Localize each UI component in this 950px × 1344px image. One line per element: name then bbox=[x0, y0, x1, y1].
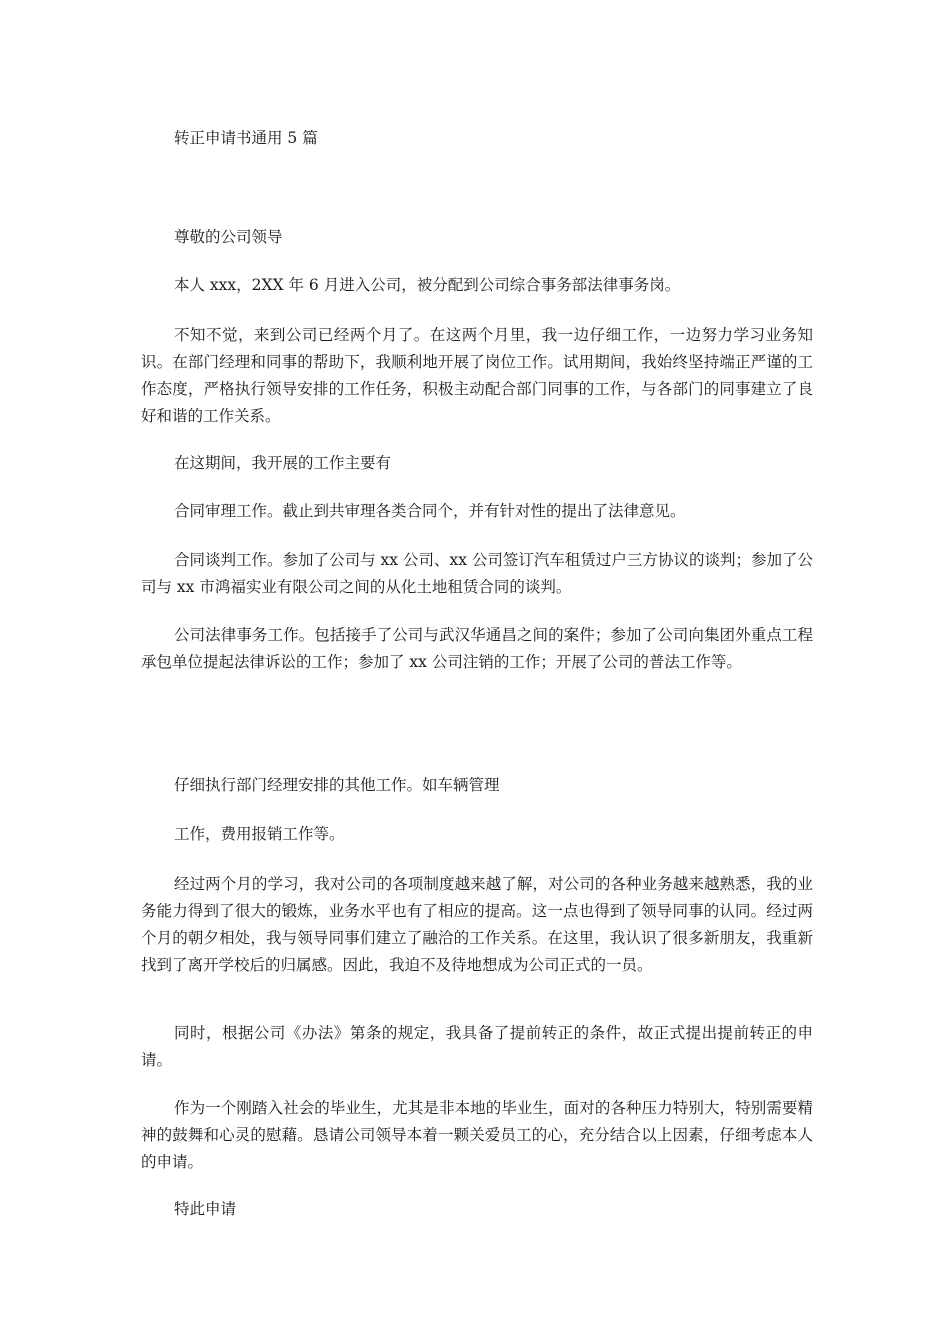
paragraph: 仔细执行部门经理安排的其他工作。如车辆管理 bbox=[174, 776, 500, 794]
paragraph: 本人 xxx，2XX 年 6 月进入公司，被分配到公司综合事务部法律事务岗。 bbox=[174, 276, 681, 294]
closing: 特此申请 bbox=[174, 1200, 237, 1218]
paragraph: 合同审理工作。截止到共审理各类合同个，并有针对性的提出了法律意见。 bbox=[174, 502, 686, 520]
paragraph: 合同谈判工作。参加了公司与 xx 公司、xx 公司签订汽车租赁过户三方协议的谈判；参加了公司与 xx 市鸿福实业有限公司之间的从化土地租赁合同的谈判。 bbox=[141, 551, 813, 596]
document-title: 转正申请书通用 5 篇 bbox=[174, 129, 318, 147]
paragraph: 公司法律事务工作。包括接手了公司与武汉华通昌之间的案件；参加了公司向集团外重点工程承包单位提起法律诉讼的工作；参加了 xx 公司注销的工作；开展了公司的普法工作等。 bbox=[141, 626, 813, 671]
paragraph: 经过两个月的学习，我对公司的各项制度越来越了解，对公司的各种业务越来越熟悉，我的业务能力得到了很大的锻炼，业务水平也有了相应的提高。这一点也得到了领导同事的认同。经过两个月的朝夕相处，我与领导同事们建立了融洽的工作关系。在这里，我认识了很多新朋友，我重新找到了离开学校后的归属感。因此，我迫不及待地想成为公司正式的一员。 bbox=[141, 875, 813, 974]
paragraph: 工作，费用报销工作等。 bbox=[174, 825, 345, 843]
paragraph: 同时，根据公司《办法》第条的规定，我具备了提前转正的条件，故正式提出提前转正的申请。 bbox=[141, 1024, 813, 1069]
paragraph: 作为一个刚踏入社会的毕业生，尤其是非本地的毕业生，面对的各种压力特别大，特别需要精神的鼓舞和心灵的慰藉。恳请公司领导本着一颗关爱员工的心，充分结合以上因素，仔细考虑本人的申请。 bbox=[141, 1099, 813, 1171]
paragraph: 在这期间，我开展的工作主要有 bbox=[174, 454, 392, 472]
greeting: 尊敬的公司领导 bbox=[174, 228, 283, 246]
paragraph: 不知不觉，来到公司已经两个月了。在这两个月里，我一边仔细工作，一边努力学习业务知识。在部门经理和同事的帮助下，我顺利地开展了岗位工作。试用期间，我始终坚持端正严谨的工作态度，严格执行领导安排的工作任务，积极主动配合部门同事的工作，与各部门的同事建立了良好和谐的工作关系。 bbox=[141, 326, 813, 425]
